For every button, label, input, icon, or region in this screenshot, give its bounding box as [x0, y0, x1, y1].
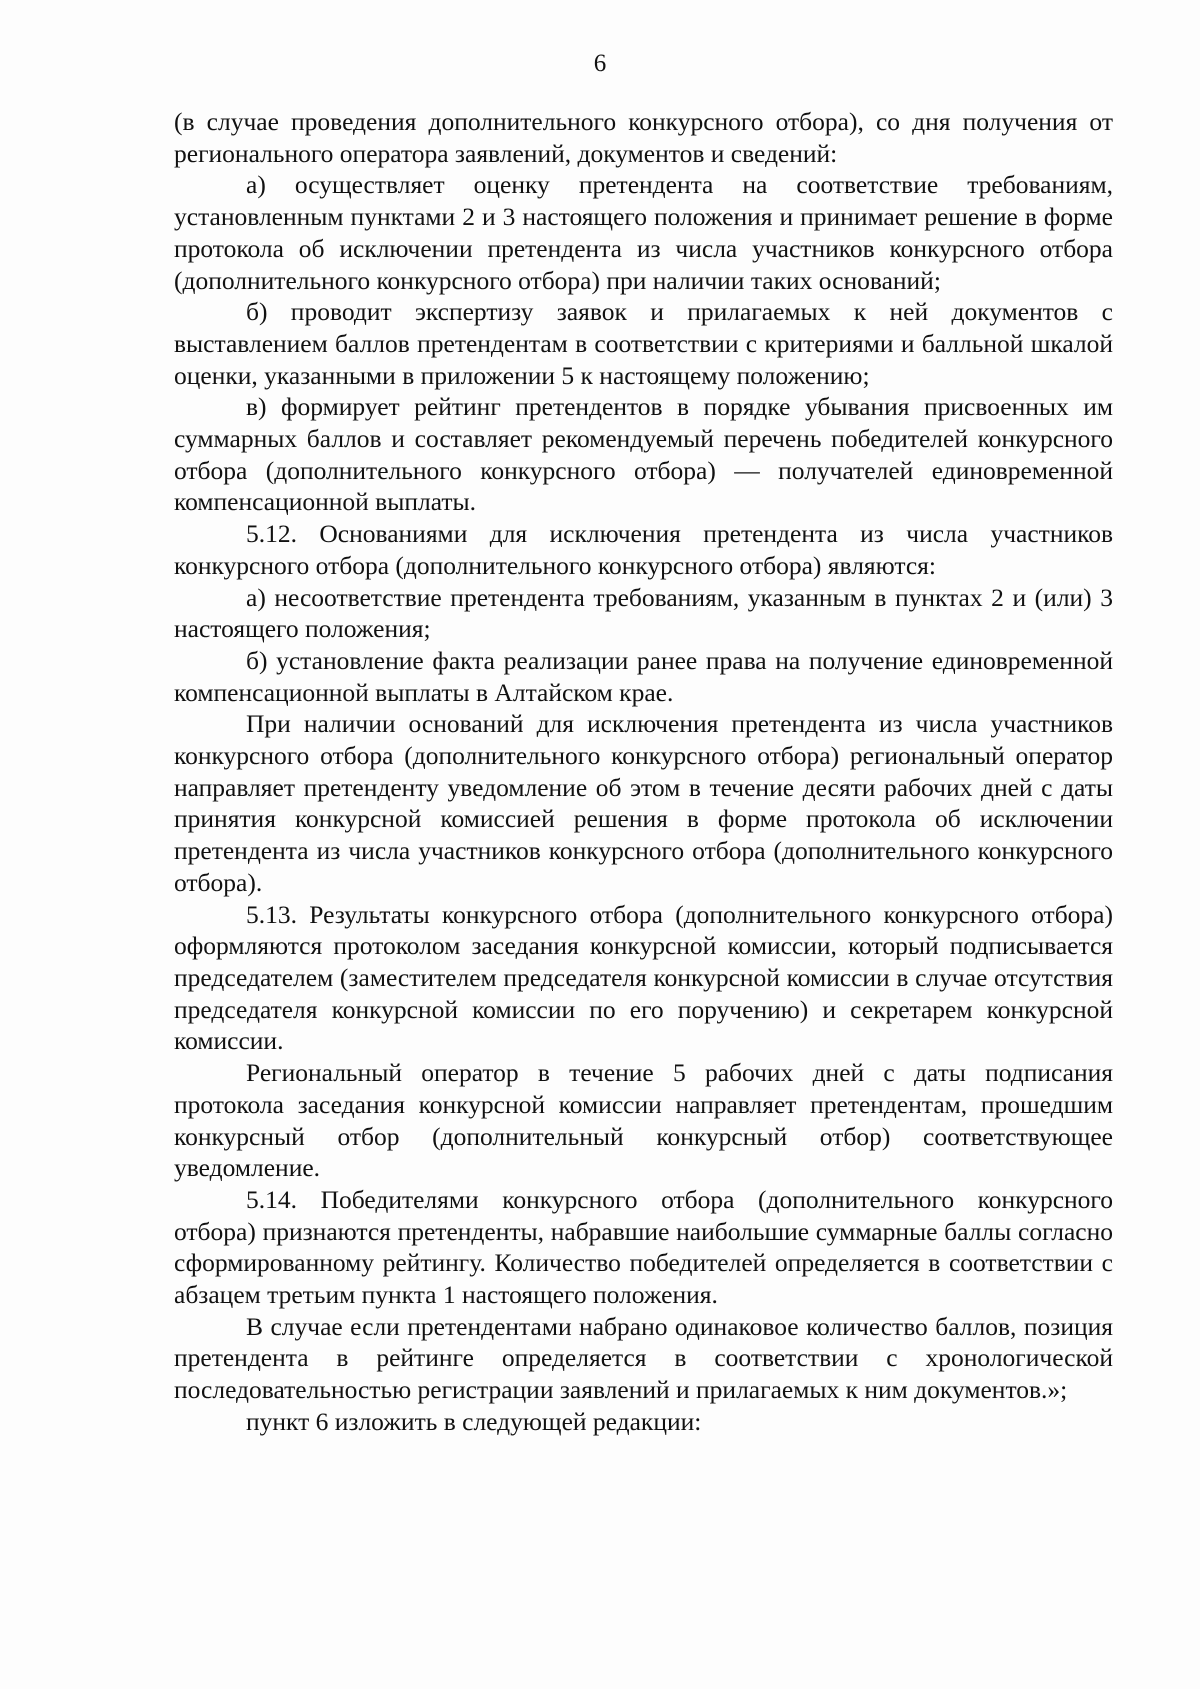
page-number: 6 — [593, 50, 607, 77]
paragraph-continuation: (в случае проведения дополнительного конкурсного отбора), со дня получения от регионального оператора заявлений, документов и сведений: — [174, 107, 1113, 168]
paragraph-exclusion-notice: При наличии оснований для исключения претендента из числа участников конкурсного отбора (дополнительного конкурсного отбора) региональный оператор направляет претенденту уведомление об этом в течение десяти рабочих дней с даты принятия конкурсной комиссией решения в форме протокола об исключении претендента из числа участников конкурсного отбора (дополнительного конкурсного отбора). — [174, 709, 1113, 897]
paragraph-item-6-instruction: пункт 6 изложить в следующей редакции: — [246, 1406, 702, 1436]
paragraph-item-b: б) проводит экспертизу заявок и прилагаемых к ней документов с выставлением баллов претендентам в соответствии с критериями и балльной шкалой оценки, указанными в приложении 5 к настоящему положению; — [174, 297, 1113, 390]
paragraph-item-a: а) осуществляет оценку претендента на соответствие требованиям, установленным пунктами 2 и 3 настоящего положения и принимает решение в форме протокола об исключении претендента из числа участников конкурсного отбора (дополнительного конкурсного отбора) при наличии таких оснований; — [174, 170, 1113, 295]
paragraph-5-12-a: а) несоответствие претендента требованиям, указанным в пунктах 2 и (или) 3 настоящего положения; — [174, 582, 1113, 644]
paragraph-operator-notice: Региональный оператор в течение 5 рабочих дней с даты подписания протокола заседания конкурсной комиссии направляет претендентам, прошедшим конкурсный отбор (дополнительный конкурсный отбор) соответствующее уведомление. — [174, 1058, 1113, 1183]
paragraph-5-12: 5.12. Основаниями для исключения претендента из числа участников конкурсного отбора (дополнительного конкурсного отбора) являются: — [174, 519, 1113, 580]
paragraph-5-14: 5.14. Победителями конкурсного отбора (дополнительного конкурсного отбора) признаются претенденты, набравшие наибольшие суммарные баллы согласно сформированному рейтингу. Количество победителей определяется в соответствии с абзацем третьим пункта 1 настоящего положения. — [174, 1184, 1113, 1310]
paragraph-item-v: в) формирует рейтинг претендентов в порядке убывания присвоенных им суммарных баллов и составляет рекомендуемый перечень победителей конкурсного отбора (дополнительного конкурсного отбора) — получателей единовременной компенсационной выплаты. — [174, 392, 1113, 517]
paragraph-5-13: 5.13. Результаты конкурсного отбора (дополнительного конкурсного отбора) оформляются протоколом заседания конкурсной комиссии, который подписывается председателем (заместителем председателя конкурсной комиссии в случае отсутствия председателя конкурсной комиссии по его поручению) и секретарем конкурсной комиссии. — [174, 899, 1113, 1056]
paragraph-5-12-b: б) установление факта реализации ранее права на получение единовременной компенсационной выплаты в Алтайском крае. — [174, 645, 1113, 707]
document-body — [174, 106, 1113, 1438]
paragraph-equal-scores: В случае если претендентами набрано одинаковое количество баллов, позиция претендента в рейтинге определяется в соответствии с хронологической последовательностью регистрации заявлений и прилагаемых к ним документов.»; — [174, 1311, 1113, 1405]
